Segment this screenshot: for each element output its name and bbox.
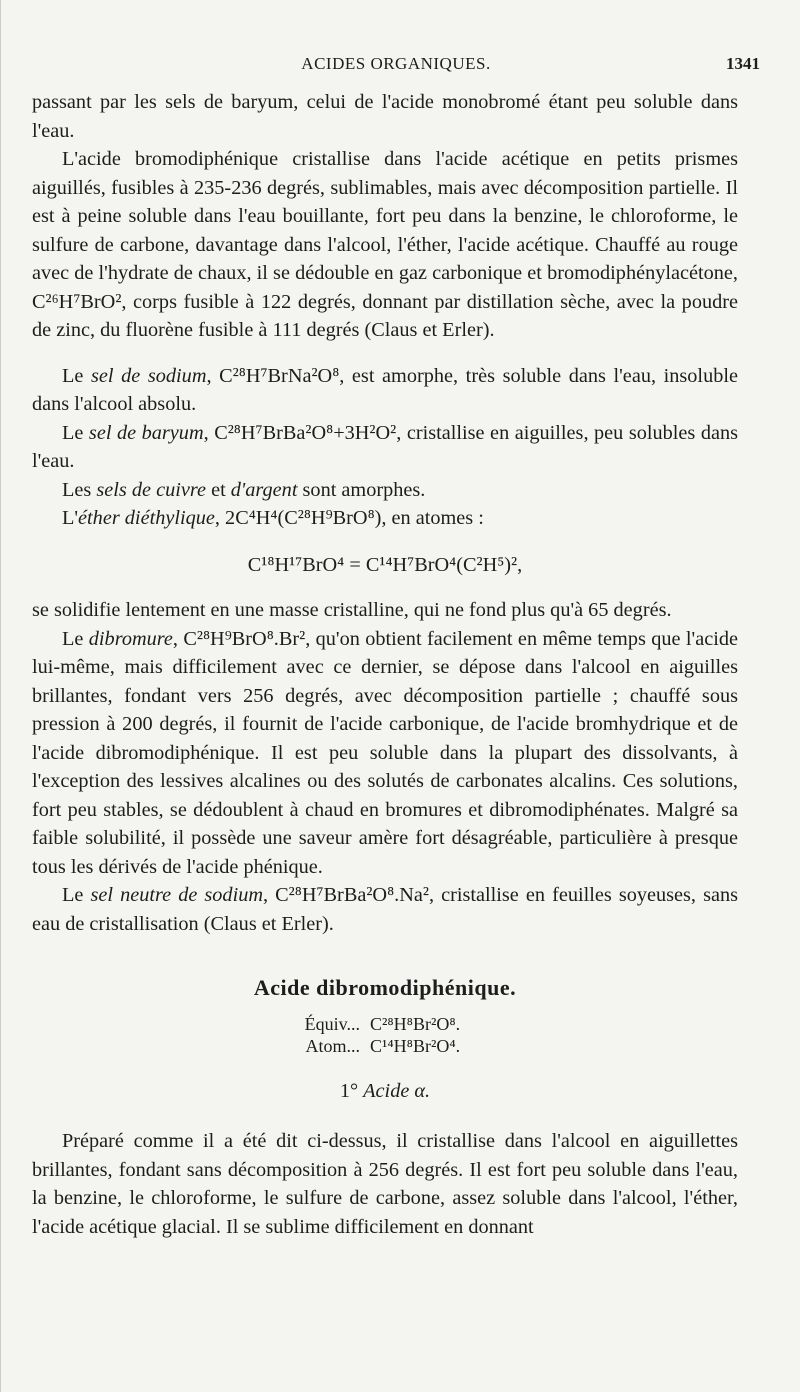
atom-row — [235, 1035, 535, 1057]
equiv-label: Équiv... — [304, 1013, 360, 1034]
subsection-title: 1° Acide α. — [339, 1079, 431, 1102]
paragraph-dibromure: Le dibromure, C²⁸H⁹BrO⁸.Br², qu'on obtient facilement en même temps que l'acide lui-même, mais difficilement avec ce dernier, se dépose dans l'alcool en aiguilles brillantes, fondant vers 256 degrés, avec décomposition partielle ; chauffé sous pression à 200 degrés, il fournit de l'acide carbonique, de l'acide bromhydrique et de l'acide dibromodiphénique. Il est peu soluble dans la plupart des dissolvants, à l'exception des lessives alcalines ou des solutés de carbonates alcalins. Ces solutions, fort peu stables, se dédoublent à chaud en bromures et dibromodiphénates. Malgré sa faible solubilité, il possède une saveur amère fort désagréable, particulière à presque tous les dérivés de l'acide phénique. — [32, 627, 738, 878]
atom-label: Atom... — [305, 1035, 360, 1056]
term-sel-neutre-de-sodium: sel neutre de sodium — [90, 884, 263, 906]
paragraph-ether-diethylique: L'éther diéthylique, 2C⁴H⁴(C²⁸H⁹BrO⁸), en atomes : — [62, 507, 484, 529]
running-title: ACIDES ORGANIQUES. — [301, 54, 491, 73]
paragraph-7: se solidifie lentement en une masse cristalline, qui ne fond plus qu'à 65 degrés. — [32, 599, 672, 621]
page-number: 1341 — [726, 54, 760, 73]
term-sel-de-sodium: sel de sodium — [91, 364, 207, 387]
atom-formula: C¹⁴H⁸Br²O⁴. — [370, 1035, 461, 1056]
paragraph-sel-de-baryum: Le sel de baryum, C²⁸H⁷BrBa²O⁸+3H²O², cristallise en aiguilles, peu solubles dans l'eau. — [32, 421, 739, 472]
paragraph-2: L'acide bromodiphénique cristallise dans l'acide acétique en petits prismes aiguillés, fusibles à 235-236 degrés, sublimables, mais avec décomposition partielle. Il est à peine soluble dans l'eau bouillante, fort peu dans la benzine, le chloroforme, le sulfure de carbone, davantage dans l'alcool, l'éther, l'acide acétique. Chauffé au rouge avec de l'hydrate de chaux, il se dédouble en gaz carbonique et bromodiphénylacétone, C²⁶H⁷BrO², corps fusible à 122 degrés, donnant par distillation sèche, avec la poudre de zinc, du fluorène fusible à 111 degrés (Claus et Erler). — [32, 148, 738, 341]
term-argent: d'argent — [230, 478, 298, 501]
scan-edge — [0, 0, 1, 1392]
paragraph-sels-cuivre-argent: Les sels de cuivre et d'argent sont amorphes. — [62, 478, 426, 501]
paragraph-sel-de-sodium: Le sel de sodium, C²⁸H⁷BrNa²O⁸, est amorphe, très soluble dans l'eau, insoluble dans l'alcool absolu. — [32, 364, 738, 415]
term-ether-diethylique: éther diéthylique — [78, 507, 215, 529]
paragraph-10: Préparé comme il a été dit ci-dessus, il cristallise dans l'alcool en aiguillettes brillantes, fondant sans décomposition à 256 degrés. Il est fort peu soluble dans l'eau, la benzine, le chloroforme, le sulfure de carbone, assez soluble dans l'alcool, l'éther, l'acide acétique glacial. Il se sublime difficilement en donnant — [32, 1130, 738, 1238]
paragraph-1: passant par les sels de baryum, celui de l'acide monobromé étant peu soluble dans l'eau. — [32, 91, 738, 142]
term-acide-alpha: Acide α. — [363, 1079, 431, 1102]
equivalents-block — [235, 1013, 535, 1057]
term-sels-de-cuivre: sels de cuivre — [96, 478, 206, 501]
equiv-formula: C²⁸H⁸Br²O⁸. — [370, 1013, 461, 1034]
paragraph-sel-neutre-de-sodium: Le sel neutre de sodium, C²⁸H⁷BrBa²O⁸.Na², cristallise en feuilles soyeuses, sans eau de cristallisation (Claus et Erler). — [32, 884, 738, 935]
equiv-row — [235, 1013, 535, 1035]
section-title: Acide dibromodiphénique. — [253, 975, 517, 1000]
page-body — [32, 88, 738, 1241]
page-header — [32, 54, 760, 80]
term-dibromure: dibromure — [88, 627, 173, 650]
term-sel-de-baryum: sel de baryum — [88, 421, 204, 444]
formula-line: C¹⁸H¹⁷BrO⁴ = C¹⁴H⁷BrO⁴(C²H⁵)², — [247, 553, 523, 576]
